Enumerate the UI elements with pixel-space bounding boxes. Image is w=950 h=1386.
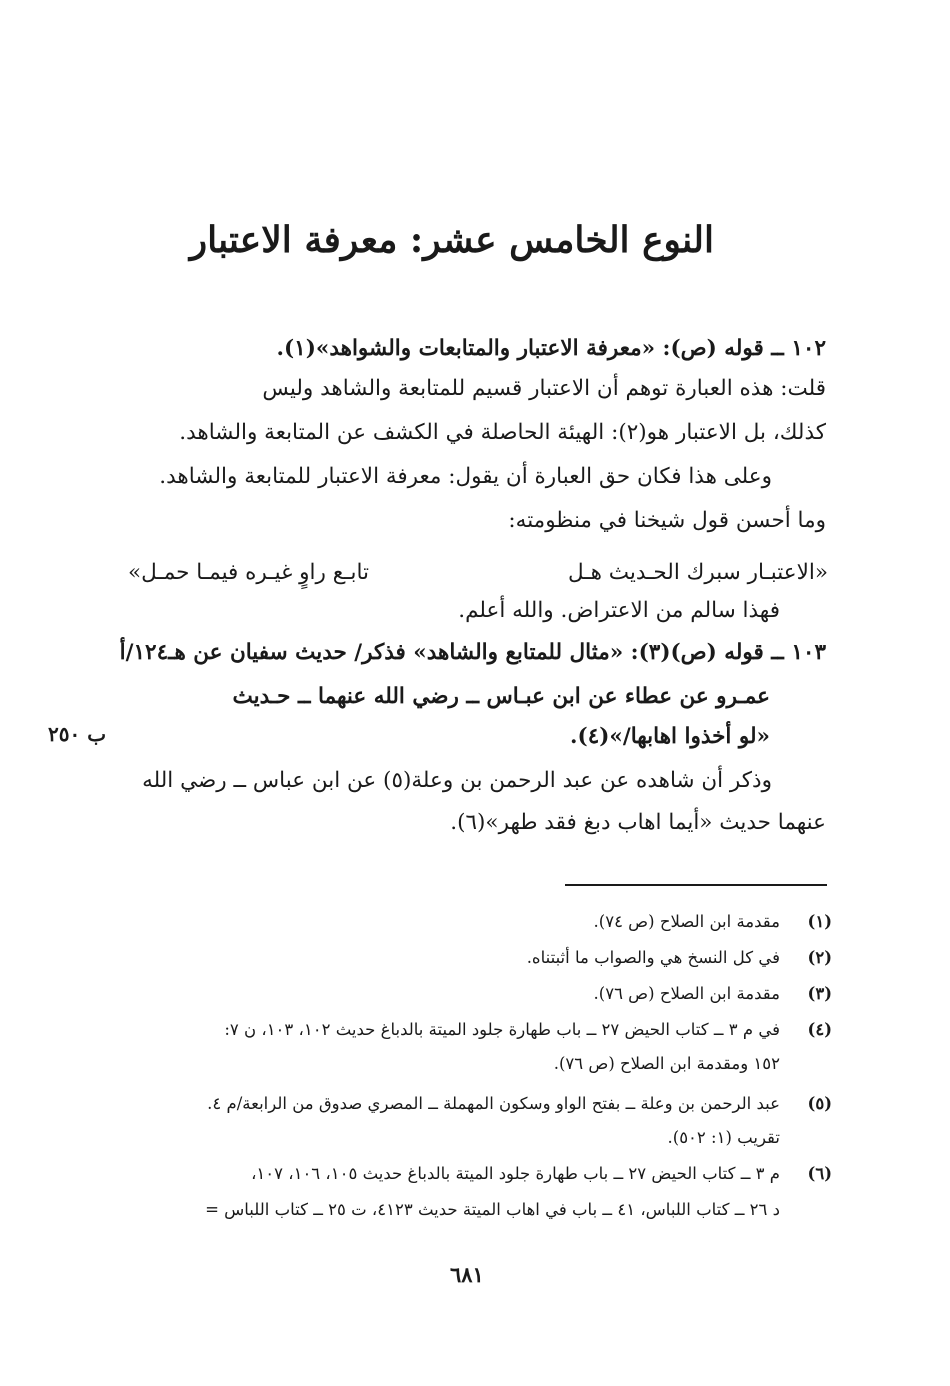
footnote-number: (٢)	[807, 948, 832, 967]
entry-103-line-2: «لو أخذوا اهابها/»(٤).	[570, 724, 770, 749]
entry-102-line-2: كذلك، بل الاعتبار هو(٢): الهيئة الحاصلة في الكشف عن المتابعة والشاهد.	[179, 420, 826, 445]
footnote-number: (٤)	[807, 1020, 832, 1039]
entry-103-line-1: عمـرو عن عطاء عن ابن عبـاس ــ رضي الله عنهما ــ حـديث	[232, 684, 770, 709]
entry-103-line-4: عنهما حديث «أيما اهاب دبغ فقد طهر»(٦).	[450, 810, 826, 835]
poem-second-hemistich: تابـع راوٍ غيـره فيمـا حمـل»	[128, 560, 369, 585]
footnote-text: مقدمة ابن الصلاح (ص ٧٦).	[593, 984, 780, 1003]
margin-folio-note: ب ٢٥٠	[48, 722, 107, 746]
footnote-text: م ٣ ــ كتاب الحيض ٢٧ ــ باب طهارة جلود الميتة بالدباغ حديث ١٠٥، ١٠٦، ١٠٧،	[251, 1164, 780, 1183]
footnote-text: د ٢٦ ــ كتاب اللباس، ٤١ ــ باب في اهاب الميتة حديث ٤١٢٣، ت ٢٥ ــ كتاب اللباس =	[205, 1200, 780, 1219]
footnote-text: عبد الرحمن بن وعلة ــ بفتح الواو وسكون المهملة ــ المصري صدوق من الرابعة/م ٤.	[207, 1094, 780, 1113]
entry-102-line-1: قلت: هذه العبارة توهم أن الاعتبار قسيم للمتابعة والشاهد وليس	[262, 376, 826, 401]
footnote-text: تقريب (١: ٥٠٢).	[667, 1128, 780, 1147]
entry-102-line-3: وعلى هذا فكان حق العبارة أن يقول: معرفة الاعتبار للمتابعة والشاهد.	[159, 464, 772, 489]
chapter-title: النوع الخامس عشر: معرفة الاعتبار	[189, 219, 714, 261]
page-number: ٦٨١	[450, 1262, 484, 1287]
entry-103-heading: ١٠٣ ــ قوله (ص)(٣): «مثال للمتابع والشاهد» فذكر/ حديث سفيان عن هـ١٢٤/أ	[119, 640, 826, 665]
footnote-number: (١)	[807, 912, 832, 931]
footnote-text: في م ٣ ــ كتاب الحيض ٢٧ ــ باب طهارة جلود الميتة بالدباغ حديث ١٠٢، ١٠٣، ن ٧:	[224, 1020, 780, 1039]
footnote-separator	[565, 884, 827, 886]
poem-first-hemistich: «الاعتبـار سبرك الحـديث هـل	[567, 560, 828, 585]
footnote-text: مقدمة ابن الصلاح (ص ٧٤).	[593, 912, 780, 931]
entry-103-line-3: وذكر أن شاهده عن عبد الرحمن بن وعلة(٥) عن ابن عباس ــ رضي الله	[142, 768, 772, 793]
entry-102-line-4: وما أحسن قول شيخنا في منظومته:	[508, 508, 826, 533]
footnote-text: ١٥٢ ومقدمة ابن الصلاح (ص ٧٦).	[553, 1054, 780, 1073]
footnote-text: في كل النسخ هي والصواب ما أثبتناه.	[526, 948, 780, 967]
entry-102-line-5: فهذا سالم من الاعتراض. والله أعلم.	[458, 598, 780, 623]
entry-102-heading: ١٠٢ ــ قوله (ص): «معرفة الاعتبار والمتابعات والشواهد»(١).	[276, 336, 826, 361]
footnote-number: (٥)	[807, 1094, 832, 1113]
footnote-number: (٦)	[807, 1164, 832, 1183]
footnote-number: (٣)	[807, 984, 832, 1003]
